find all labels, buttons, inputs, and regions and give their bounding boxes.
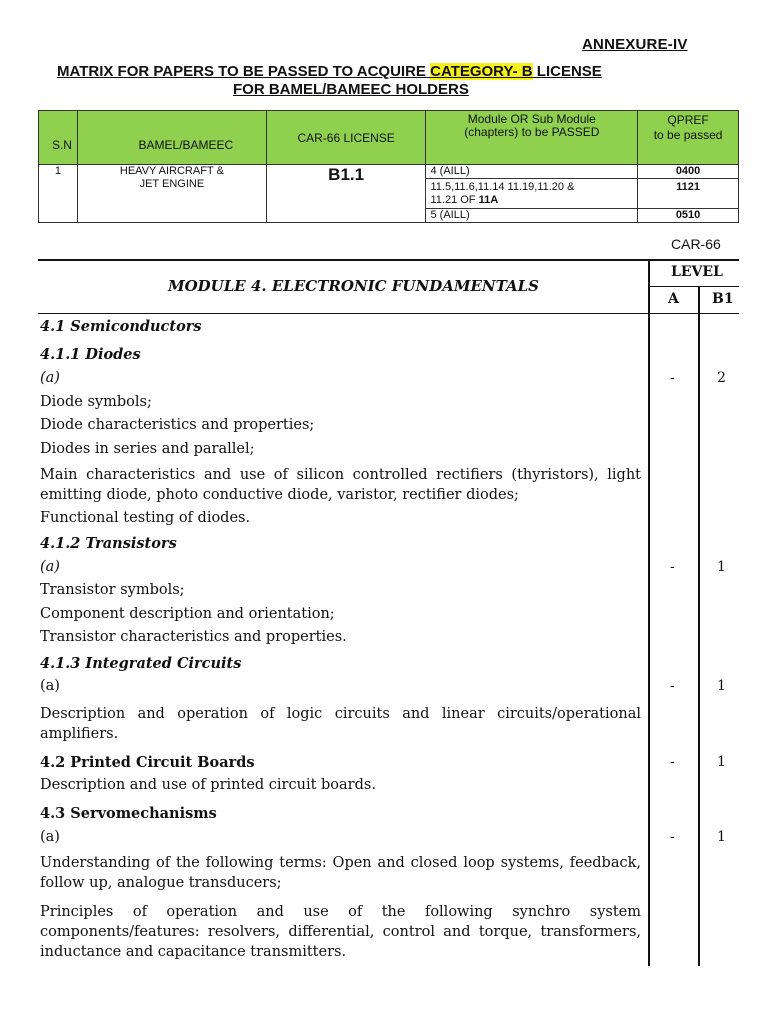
license-matrix-table <box>38 110 739 223</box>
cell-bamel-line1: HEAVY AIRCRAFT & <box>119 165 224 177</box>
item-marker: (a) <box>40 678 60 694</box>
level-a-value: - <box>670 559 675 575</box>
item-marker: (a) <box>40 370 60 386</box>
list-item: Transistor symbols; <box>40 582 185 598</box>
header-module <box>426 111 638 165</box>
header-module-line2: (chapters) to be PASSED <box>464 125 600 139</box>
level-b1-value: 1 <box>717 754 726 770</box>
cell-qpref: 0510 <box>638 209 739 223</box>
cell-module-line2 <box>430 194 633 207</box>
level-a-value: - <box>670 829 675 845</box>
section-heading: 4.2 Printed Circuit Boards <box>40 754 255 771</box>
header-qpref-line2: to be passed <box>653 128 723 142</box>
car66-label: CAR-66 <box>671 236 721 252</box>
list-item: Functional testing of diodes. <box>40 510 251 526</box>
cell-qpref: 1121 <box>638 179 739 209</box>
header-sn: S.N <box>39 111 78 165</box>
cell-module <box>426 179 638 209</box>
title-highlight: CATEGORY- B <box>430 63 533 80</box>
level-b1-value: 1 <box>717 559 726 575</box>
level-b1-value: 1 <box>717 678 726 694</box>
list-item: Component description and orientation; <box>40 606 335 622</box>
list-item: Description and operation of logic circuits and linear circuits/operational amplifiers. <box>40 706 641 742</box>
list-item: Principles of operation and use of the following synchro system components/features: resolvers, differential, control and torque, transformers, inductance and capacitance transmitters. <box>40 904 641 960</box>
annexure-label: ANNEXURE-IV <box>582 36 688 53</box>
level-header: LEVEL <box>671 264 723 280</box>
module-title: MODULE 4. ELECTRONIC FUNDAMENTALS <box>168 277 539 295</box>
level-column-divider <box>648 259 650 966</box>
cell-module: 4 (AILL) <box>426 165 638 179</box>
list-item: Diodes in series and parallel; <box>40 441 255 457</box>
level-col-b1: B1 <box>712 291 734 307</box>
list-item: Diode symbols; <box>40 394 152 410</box>
cell-license <box>266 165 426 223</box>
item-marker: (a) <box>40 559 60 575</box>
list-item: Description and use of printed circuit boards. <box>40 777 376 793</box>
subsection-heading: 4.1.2 Transistors <box>40 535 177 552</box>
item-marker: (a) <box>40 829 60 845</box>
list-item: Diode characteristics and properties; <box>40 417 315 433</box>
module-header-rule <box>38 313 739 314</box>
section-heading: 4.3 Servomechanisms <box>40 805 217 822</box>
cell-module: 5 (AILL) <box>426 209 638 223</box>
document-title-line1 <box>57 63 697 80</box>
table-header-row <box>39 111 739 165</box>
title-text-post: LICENSE <box>532 63 602 80</box>
list-item: Understanding of the following terms: Open and closed loop systems, feedback, follow up, analogue transducers; <box>40 855 641 891</box>
cell-sn: 1 <box>39 165 78 223</box>
level-a-b1-divider <box>698 286 700 966</box>
header-car66-license: CAR-66 LICENSE <box>266 111 426 165</box>
list-item: Transistor characteristics and properties. <box>40 629 347 645</box>
list-item: Main characteristics and use of silicon controlled rectifiers (thyristors), light emitting diode, photo conductive diode, varistor, rectifier diodes; <box>40 467 641 503</box>
level-b1-value: 1 <box>717 829 726 845</box>
cell-bamel-line2: JET ENGINE <box>139 178 205 190</box>
cell-qpref: 0400 <box>638 165 739 179</box>
level-a-value: - <box>670 754 675 770</box>
header-qpref <box>638 111 739 165</box>
section-heading: 4.1 Semiconductors <box>40 318 202 335</box>
level-header-divider <box>649 286 739 287</box>
subsection-heading: 4.1.3 Integrated Circuits <box>40 655 242 672</box>
document-title-line2: FOR BAMEL/BAMEEC HOLDERS <box>233 81 469 98</box>
level-a-value: - <box>670 370 675 386</box>
table-row <box>39 165 739 179</box>
section-top-rule <box>38 259 739 261</box>
cell-bamel <box>77 165 266 223</box>
header-qpref-line1: QPREF <box>667 113 709 127</box>
cell-module-line2-bold: 11A <box>478 194 499 206</box>
header-bamel: BAMEL/BAMEEC <box>77 111 266 165</box>
title-text-pre: MATRIX FOR PAPERS TO BE PASSED TO ACQUIRE <box>57 63 431 80</box>
cell-module-line2-pre: 11.21 OF <box>430 194 479 206</box>
header-module-line1: Module OR Sub Module <box>467 112 596 126</box>
subsection-heading: 4.1.1 Diodes <box>40 346 141 363</box>
level-a-value: - <box>670 678 675 694</box>
level-col-a: A <box>668 291 679 307</box>
level-b1-value: 2 <box>717 370 726 386</box>
cell-module-line1: 11.5,11.6,11.14 11.19,11.20 & <box>430 181 575 193</box>
license-code: B1.1 <box>328 165 365 184</box>
